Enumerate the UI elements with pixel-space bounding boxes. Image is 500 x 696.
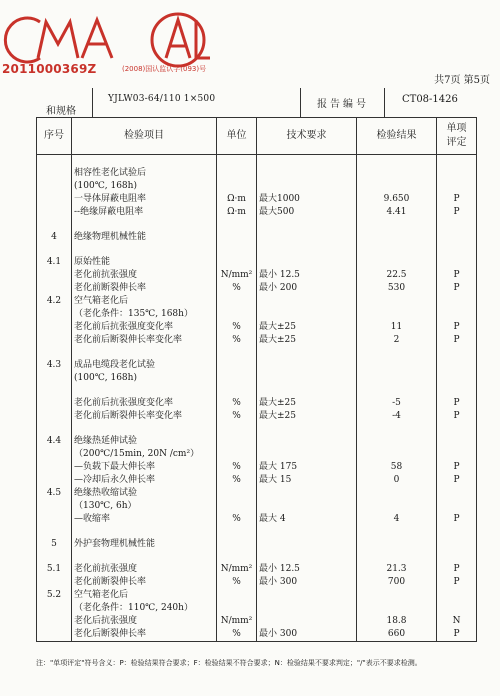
row-requirement — [257, 155, 357, 168]
row-item: 绝缘热延伸试验 — [72, 435, 217, 448]
row-evaluation — [437, 487, 477, 500]
row-result: 0 — [357, 474, 437, 487]
row-requirement — [257, 385, 357, 397]
table-row — [37, 500, 477, 513]
row-unit: % — [217, 628, 257, 642]
row-result — [357, 359, 437, 372]
row-number — [37, 448, 72, 461]
row-number — [37, 551, 72, 563]
table-row — [37, 193, 477, 206]
row-unit: % — [217, 513, 257, 526]
row-item: --绝缘屏蔽电阻率 — [72, 206, 217, 219]
table-row — [37, 372, 477, 385]
table-header-row — [37, 118, 477, 155]
row-requirement — [257, 256, 357, 269]
row-item: 老化前后断裂伸长率变化率 — [72, 410, 217, 423]
row-evaluation: P — [437, 321, 477, 334]
row-unit — [217, 167, 257, 180]
row-unit — [217, 219, 257, 231]
row-number — [37, 219, 72, 231]
row-item: 老化后抗张强度 — [72, 615, 217, 628]
row-requirement: 最大±25 — [257, 410, 357, 423]
table-row — [37, 589, 477, 602]
row-number — [37, 385, 72, 397]
table-row — [37, 615, 477, 628]
row-unit — [217, 500, 257, 513]
row-result — [357, 435, 437, 448]
row-requirement — [257, 295, 357, 308]
table-row — [37, 602, 477, 615]
row-requirement: 最小 12.5 — [257, 269, 357, 282]
row-number: 5.2 — [37, 589, 72, 602]
row-evaluation — [437, 219, 477, 231]
row-requirement — [257, 487, 357, 500]
row-item — [72, 423, 217, 435]
row-number: 4.4 — [37, 435, 72, 448]
row-item: 老化前抗张强度 — [72, 563, 217, 576]
row-item: 外护套物理机械性能 — [72, 538, 217, 551]
row-result: -5 — [357, 397, 437, 410]
row-number: 5 — [37, 538, 72, 551]
row-number — [37, 347, 72, 359]
row-unit: % — [217, 576, 257, 589]
row-evaluation — [437, 372, 477, 385]
row-unit — [217, 551, 257, 563]
row-evaluation — [437, 359, 477, 372]
row-unit — [217, 526, 257, 538]
table-row — [37, 256, 477, 269]
col-header-result: 检验结果 — [357, 118, 437, 155]
row-item: 一导体屏蔽电阻率 — [72, 193, 217, 206]
row-item: 空气箱老化后 — [72, 295, 217, 308]
row-result: -4 — [357, 410, 437, 423]
footnote: 注："单项评定"符号含义：P：检验结果符合要求；F：检验结果不符合要求；N：检验结果不要求判定；"/"表示不要求检测。 — [36, 659, 422, 667]
row-requirement: 最小 12.5 — [257, 563, 357, 576]
row-result — [357, 500, 437, 513]
row-result — [357, 487, 437, 500]
table-row — [37, 269, 477, 282]
row-evaluation — [437, 295, 477, 308]
row-unit — [217, 295, 257, 308]
table-row — [37, 244, 477, 256]
row-item: (100℃, 168h) — [72, 180, 217, 193]
row-evaluation: P — [437, 576, 477, 589]
row-requirement: 最大±25 — [257, 397, 357, 410]
row-number — [37, 167, 72, 180]
row-item — [72, 347, 217, 359]
row-unit — [217, 155, 257, 168]
row-item: 老化前断裂伸长率 — [72, 576, 217, 589]
row-item: 成品电缆段老化试验 — [72, 359, 217, 372]
row-evaluation — [437, 551, 477, 563]
row-unit: % — [217, 282, 257, 295]
divider — [384, 88, 385, 118]
row-item: —冷却后永久伸长率 — [72, 474, 217, 487]
table-row — [37, 513, 477, 526]
row-item: 老化前后抗张强度变化率 — [72, 397, 217, 410]
table-row — [37, 359, 477, 372]
row-evaluation — [437, 435, 477, 448]
row-evaluation — [437, 602, 477, 615]
row-requirement — [257, 359, 357, 372]
row-requirement — [257, 308, 357, 321]
row-requirement — [257, 448, 357, 461]
row-result — [357, 526, 437, 538]
row-item: 绝缘热收缩试验 — [72, 487, 217, 500]
row-result — [357, 347, 437, 359]
row-requirement: 最大±25 — [257, 321, 357, 334]
row-requirement: 最小 200 — [257, 282, 357, 295]
table-row — [37, 347, 477, 359]
row-unit — [217, 385, 257, 397]
table-row — [37, 282, 477, 295]
row-requirement — [257, 602, 357, 615]
row-requirement — [257, 167, 357, 180]
row-item: （200℃/15min, 20N /cm²） — [72, 448, 217, 461]
row-evaluation: P — [437, 206, 477, 219]
row-requirement: 最大 15 — [257, 474, 357, 487]
row-evaluation — [437, 347, 477, 359]
row-evaluation: P — [437, 334, 477, 347]
row-result — [357, 551, 437, 563]
stamp-authorization: (2008)国认监认字(093)号 — [122, 65, 207, 73]
row-result: 22.5 — [357, 269, 437, 282]
row-unit — [217, 359, 257, 372]
col-header-item: 检验项目 — [72, 118, 217, 155]
row-evaluation — [437, 244, 477, 256]
table-row — [37, 308, 477, 321]
row-evaluation: P — [437, 193, 477, 206]
col-header-no: 序号 — [37, 118, 72, 155]
row-requirement — [257, 500, 357, 513]
divider — [92, 88, 93, 118]
row-number — [37, 423, 72, 435]
row-unit — [217, 180, 257, 193]
table-row — [37, 295, 477, 308]
table-row — [37, 231, 477, 244]
row-number — [37, 372, 72, 385]
row-item — [72, 551, 217, 563]
row-unit: % — [217, 410, 257, 423]
row-evaluation — [437, 500, 477, 513]
row-item — [72, 385, 217, 397]
row-number — [37, 615, 72, 628]
row-evaluation — [437, 155, 477, 168]
row-requirement: 最小 300 — [257, 576, 357, 589]
table-row — [37, 461, 477, 474]
row-evaluation — [437, 589, 477, 602]
row-requirement — [257, 589, 357, 602]
row-number: 4.5 — [37, 487, 72, 500]
row-requirement — [257, 347, 357, 359]
row-unit — [217, 256, 257, 269]
row-result: 21.3 — [357, 563, 437, 576]
row-result: 700 — [357, 576, 437, 589]
row-requirement — [257, 526, 357, 538]
row-unit: Ω·m — [217, 193, 257, 206]
row-number — [37, 206, 72, 219]
row-number — [37, 410, 72, 423]
row-item: 老化前后抗张强度变化率 — [72, 321, 217, 334]
col-header-requirement: 技术要求 — [257, 118, 357, 155]
row-requirement: 最小 300 — [257, 628, 357, 642]
row-item: 老化前断裂伸长率 — [72, 282, 217, 295]
row-unit — [217, 589, 257, 602]
row-requirement — [257, 231, 357, 244]
row-result — [357, 180, 437, 193]
row-item: 相容性老化试验后 — [72, 167, 217, 180]
table-row — [37, 167, 477, 180]
row-evaluation — [437, 308, 477, 321]
row-evaluation: P — [437, 513, 477, 526]
row-requirement: 最大500 — [257, 206, 357, 219]
row-evaluation — [437, 231, 477, 244]
row-requirement — [257, 372, 357, 385]
row-requirement — [257, 244, 357, 256]
row-unit: % — [217, 334, 257, 347]
row-evaluation — [437, 448, 477, 461]
row-number — [37, 334, 72, 347]
row-number — [37, 308, 72, 321]
row-number — [37, 576, 72, 589]
row-unit: N/mm² — [217, 615, 257, 628]
row-unit: N/mm² — [217, 269, 257, 282]
row-evaluation — [437, 180, 477, 193]
row-result — [357, 231, 437, 244]
row-result — [357, 219, 437, 231]
row-number: 5.1 — [37, 563, 72, 576]
row-item: 老化前抗张强度 — [72, 269, 217, 282]
table-row — [37, 551, 477, 563]
row-number — [37, 180, 72, 193]
table-row — [37, 538, 477, 551]
row-result — [357, 155, 437, 168]
row-unit: Ω·m — [217, 206, 257, 219]
table-row — [37, 563, 477, 576]
row-item: （130℃, 6h） — [72, 500, 217, 513]
row-evaluation — [437, 526, 477, 538]
row-item — [72, 244, 217, 256]
page-indicator: 共7页 第5页 — [434, 75, 490, 86]
row-result — [357, 602, 437, 615]
row-requirement — [257, 180, 357, 193]
row-unit: % — [217, 397, 257, 410]
table-row — [37, 206, 477, 219]
row-number — [37, 474, 72, 487]
row-unit: % — [217, 474, 257, 487]
row-result — [357, 423, 437, 435]
row-result: 9.650 — [357, 193, 437, 206]
table-row — [37, 385, 477, 397]
row-item — [72, 155, 217, 168]
row-result — [357, 385, 437, 397]
row-evaluation: P — [437, 563, 477, 576]
row-evaluation — [437, 167, 477, 180]
table-row — [37, 435, 477, 448]
row-item: 老化后断裂伸长率 — [72, 628, 217, 642]
row-requirement — [257, 435, 357, 448]
row-unit — [217, 423, 257, 435]
row-item: （老化条件：110℃, 240h） — [72, 602, 217, 615]
row-evaluation: P — [437, 282, 477, 295]
row-unit — [217, 244, 257, 256]
table-row — [37, 397, 477, 410]
divider — [300, 88, 301, 118]
row-evaluation — [437, 423, 477, 435]
row-result: 660 — [357, 628, 437, 642]
report-number: CT08-1426 — [402, 94, 458, 105]
table-row — [37, 628, 477, 642]
row-number — [37, 526, 72, 538]
row-result — [357, 538, 437, 551]
row-number: 4.1 — [37, 256, 72, 269]
row-result: 530 — [357, 282, 437, 295]
row-item — [72, 526, 217, 538]
table-row — [37, 219, 477, 231]
row-evaluation: P — [437, 628, 477, 642]
row-evaluation — [437, 538, 477, 551]
row-result — [357, 589, 437, 602]
row-requirement — [257, 423, 357, 435]
row-result: 58 — [357, 461, 437, 474]
row-number — [37, 244, 72, 256]
row-result: 11 — [357, 321, 437, 334]
row-unit — [217, 347, 257, 359]
model-label: 和规格 — [46, 106, 76, 117]
row-result — [357, 295, 437, 308]
row-unit: % — [217, 461, 257, 474]
row-evaluation: N — [437, 615, 477, 628]
row-unit — [217, 308, 257, 321]
table-row — [37, 487, 477, 500]
row-number — [37, 269, 72, 282]
row-evaluation — [437, 256, 477, 269]
row-result — [357, 372, 437, 385]
row-number — [37, 461, 72, 474]
row-unit — [217, 448, 257, 461]
row-requirement — [257, 538, 357, 551]
row-evaluation: P — [437, 269, 477, 282]
row-evaluation: P — [437, 474, 477, 487]
row-item: —负载下最大伸长率 — [72, 461, 217, 474]
row-unit — [217, 487, 257, 500]
row-unit — [217, 435, 257, 448]
row-unit — [217, 538, 257, 551]
row-number — [37, 500, 72, 513]
row-number — [37, 282, 72, 295]
row-number — [37, 602, 72, 615]
row-evaluation: P — [437, 461, 477, 474]
row-item — [72, 219, 217, 231]
row-item: (100℃, 168h) — [72, 372, 217, 385]
row-result — [357, 256, 437, 269]
row-number — [37, 397, 72, 410]
row-result: 2 — [357, 334, 437, 347]
row-result — [357, 308, 437, 321]
row-requirement: 最大±25 — [257, 334, 357, 347]
row-unit — [217, 602, 257, 615]
row-item: —收缩率 — [72, 513, 217, 526]
col-header-unit: 单位 — [217, 118, 257, 155]
row-number: 4.3 — [37, 359, 72, 372]
row-item: 绝缘物理机械性能 — [72, 231, 217, 244]
table-row — [37, 334, 477, 347]
report-meta — [32, 82, 476, 118]
row-item: （老化条件：135℃, 168h） — [72, 308, 217, 321]
row-requirement: 最大 175 — [257, 461, 357, 474]
row-item: 老化前后断裂伸长率变化率 — [72, 334, 217, 347]
row-result — [357, 244, 437, 256]
table-row — [37, 321, 477, 334]
row-requirement: 最大 4 — [257, 513, 357, 526]
row-result: 4 — [357, 513, 437, 526]
test-results-table — [36, 117, 477, 642]
row-number — [37, 321, 72, 334]
row-result: 4.41 — [357, 206, 437, 219]
row-result — [357, 448, 437, 461]
row-unit — [217, 372, 257, 385]
col-header-evaluation: 单项评定 — [437, 118, 477, 155]
row-evaluation: P — [437, 397, 477, 410]
row-evaluation: P — [437, 410, 477, 423]
row-result — [357, 167, 437, 180]
table-row — [37, 423, 477, 435]
row-number: 4 — [37, 231, 72, 244]
row-number: 4.2 — [37, 295, 72, 308]
table-row — [37, 474, 477, 487]
table-row — [37, 448, 477, 461]
row-item: 原始性能 — [72, 256, 217, 269]
row-requirement: 最大1000 — [257, 193, 357, 206]
row-number — [37, 155, 72, 168]
stamp-code: 2011000369Z — [2, 62, 97, 76]
row-result: 18.8 — [357, 615, 437, 628]
row-number — [37, 513, 72, 526]
row-evaluation — [437, 385, 477, 397]
row-item: 空气箱老化后 — [72, 589, 217, 602]
table-row — [37, 180, 477, 193]
report-number-label: 报告编号 — [317, 99, 369, 110]
row-unit — [217, 231, 257, 244]
row-unit: % — [217, 321, 257, 334]
row-unit: N/mm² — [217, 563, 257, 576]
model-value: YJLW03-64/110 1×500 — [108, 94, 216, 104]
row-number — [37, 193, 72, 206]
table-row — [37, 576, 477, 589]
table-row — [37, 155, 477, 168]
table-row — [37, 410, 477, 423]
table-row — [37, 526, 477, 538]
row-requirement — [257, 219, 357, 231]
row-requirement — [257, 551, 357, 563]
row-number — [37, 628, 72, 642]
row-requirement — [257, 615, 357, 628]
